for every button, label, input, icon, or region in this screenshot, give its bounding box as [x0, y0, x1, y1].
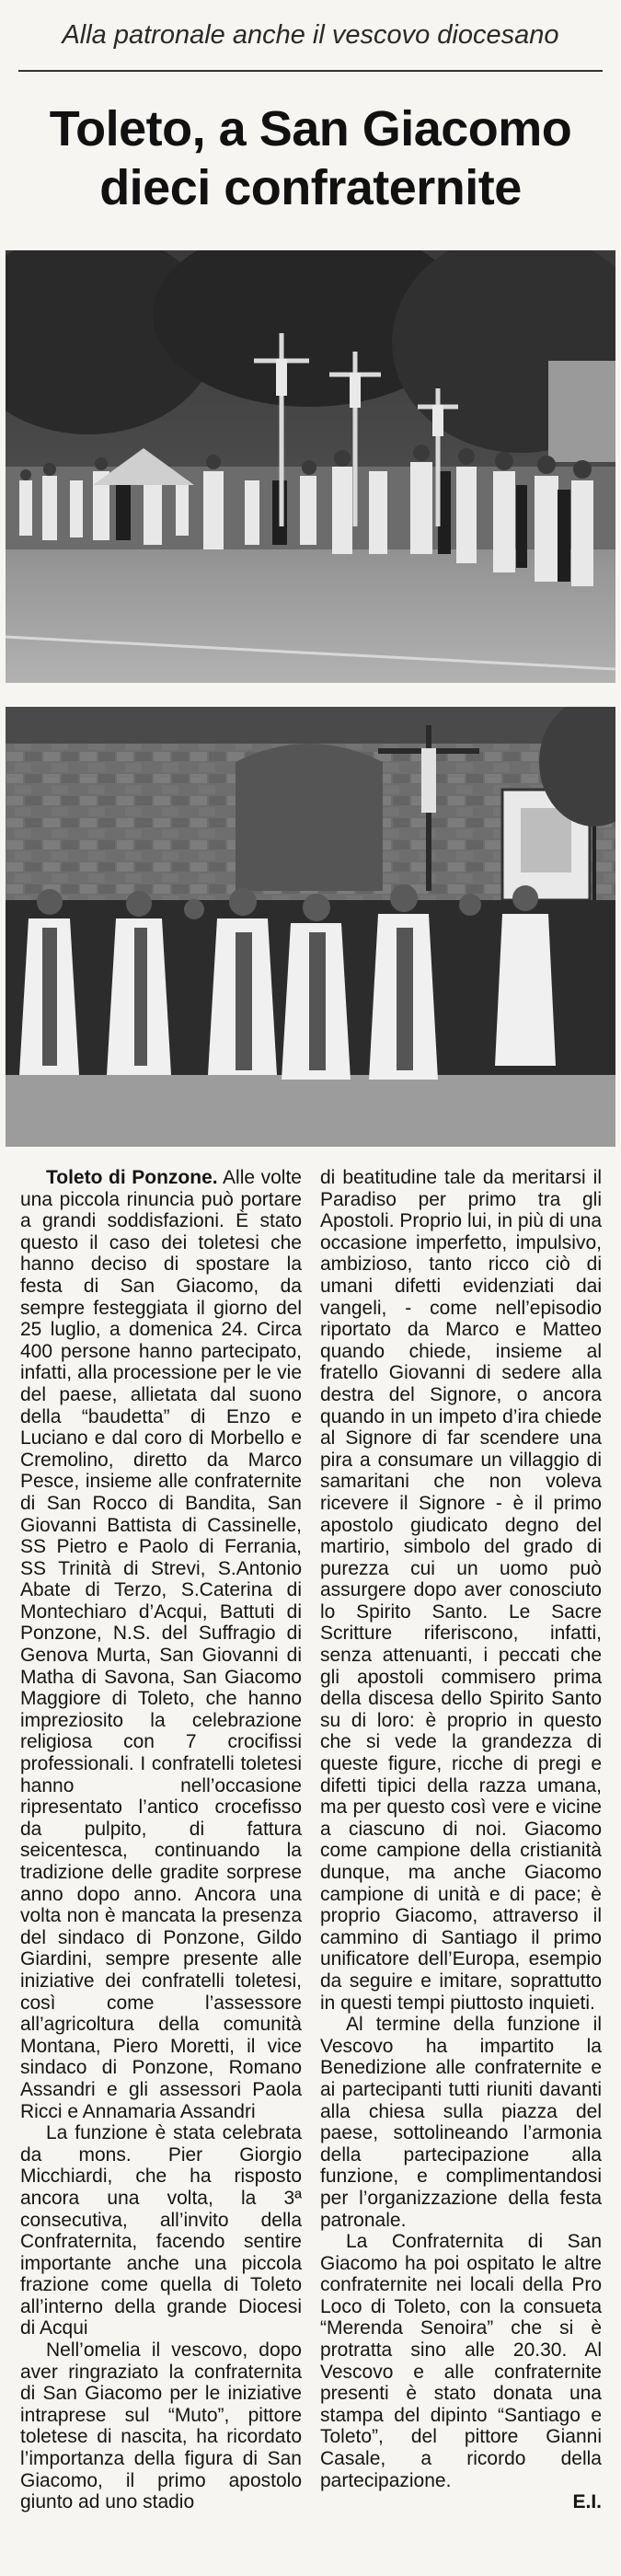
clergy-group-photo [6, 707, 615, 1147]
article-kicker: Alla patronale anche il vescovo diocesano [62, 20, 559, 50]
paragraph-2: La funzione è stata celebrata da mons. Pier Giorgio Micchiardi, che ha risposto ancora una volta, la 3ª consecutiva, all’invito della Confraternita, facendo sentire importante anche una piccola frazione come quella di Toleto all’interno della grande Diocesi di Acqui [20, 2122, 302, 2339]
paragraph-1-text: Alle volte una piccola rinuncia può portare a grandi soddisfazioni. È stato questo il caso dei toletesi che hanno deciso di spostare la festa di San Giacomo, da sempre festeggiata il giorno del 25 luglio, a domenica 24. Circa 400 persone hanno partecipato, infatti, alla processione per le vie del paese, allietata dal suono della “baudetta” di Enzo e Luciano e dal coro di Morbello e Cremolino, diretto da Marco Pesce, insieme alle confraternite di San Rocco di Bandita, San Giovanni Battista di Cassinelle, SS Pietro e Paolo di Ferrania, SS Trinità di Strevi, S.Antonio Abate di Terzo, S.Caterina di Montechiaro d’Acqui, Battuti di Ponzone, N.S. del Suffragio di Genova Murta, San Giovanni di Matha di Savona, San Giacomo Maggiore di Toleto, che hanno impreziosito la celebrazione religiosa con 7 crocifissi professionali. I confratelli toletesi hanno nell’occasione ripresentato l’antico crocefisso da pulpito, di fattura seicentesca, continuando la tradizione delle gradite sorprese anno dopo anno. Ancora una volta non è mancata la presenza del sindaco di Ponzone, Gildo Giardini, sempre presente alle iniziative dei confratelli toletesi, così come l’assessore all’agricoltura della comunità Montana, Piero Moretti, il vice sindaco di Ponzone, Romano Assandri e gli assessori Paola Ricci e Annamaria Assandri [20, 1167, 302, 2122]
paragraph-3: Nell’omelia il vescovo, dopo aver ringraziato la confraternita di San Giacomo per le iniziative intraprese sul “Muto”, pittore toletese di nascita, ha ricordato l’importanza della figura di San Giacomo, il primo apostolo giunto ad uno stadio [20, 2339, 302, 2513]
kicker-divider [18, 70, 603, 72]
procession-photo [6, 250, 615, 683]
paragraph-5: Al termine della funzione il Vescovo ha impartito la Benedizione alle confraternite e ai partecipanti tutti riuniti davanti alla chiesa sulla piazza del paese, sottolineando l’armonia della partecipazione alla funzione, e complimentandosi per l’organizzazione della festa patronale. [320, 2014, 602, 2231]
article-signature: E.I. [572, 2491, 602, 2513]
paragraph-6: La Confraternita di San Giacomo ha poi ospitato le altre confraternite nei locali della Pro Loco di Toleto, con la consueta “Merenda Senoira” che si è protratta sino alle 20.30. Al Vescovo e alle confraternite presenti è stato donata una stampa del dipinto “Santiago e Toleto”, del pittore Gianni Casale, a ricordo della partecipazione. [320, 2231, 602, 2491]
paragraph-1 [20, 1167, 302, 2122]
clergy-group-photo-icon [6, 707, 615, 1147]
article-headline [11, 99, 610, 217]
procession-photo-icon [6, 250, 615, 683]
dateline: Toleto di Ponzone. [46, 1167, 218, 1188]
article-column-left [20, 1167, 302, 2513]
headline-line-1: Toleto, a San Giacomo [49, 101, 572, 156]
headline-line-2: dieci confraternite [99, 160, 522, 215]
article-column-right [320, 1167, 602, 2513]
paragraph-4: di beatitudine tale da meritarsi il Paradiso per primo tra gli Apostoli. Proprio lui, in più di una occasione imperfetto, impulsivo, ambizioso, tanto ricco ciò di umani difetti evidenziati dai vangeli, - come nell’episodio riportato da Marco e Matteo quando chiede, insieme al fratello Giovanni di sedere alla destra del Signore, o ancora quando in un impeto d’ira chiede al Signore di far scendere una pira a consumare un villaggio di samaritani che non voleva ricevere il Signore - è il primo apostolo giudicato degno del martirio, simbolo del grado di purezza cui un uomo può assurgere dopo aver conosciuto lo Spirito Santo. Le Sacre Scritture riferiscono, infatti, senza attenuanti, i peccati che gli apostoli commisero prima della discesa dello Spirito Santo su di loro: è proprio in questo che si vede la grandezza di queste figure, ricche di pregi e difetti tipici della razza umana, ma per questo così vere e vicine a ciascuno di noi. Giacomo come campione della cristianità dunque, ma anche Giacomo campione di unità e di pace; è proprio Giacomo, attraverso il cammino di Santiago il primo unificatore dell’Europa, esempio da seguire e imitare, soprattutto in questi tempi piuttosto inquieti. [320, 1167, 602, 2014]
